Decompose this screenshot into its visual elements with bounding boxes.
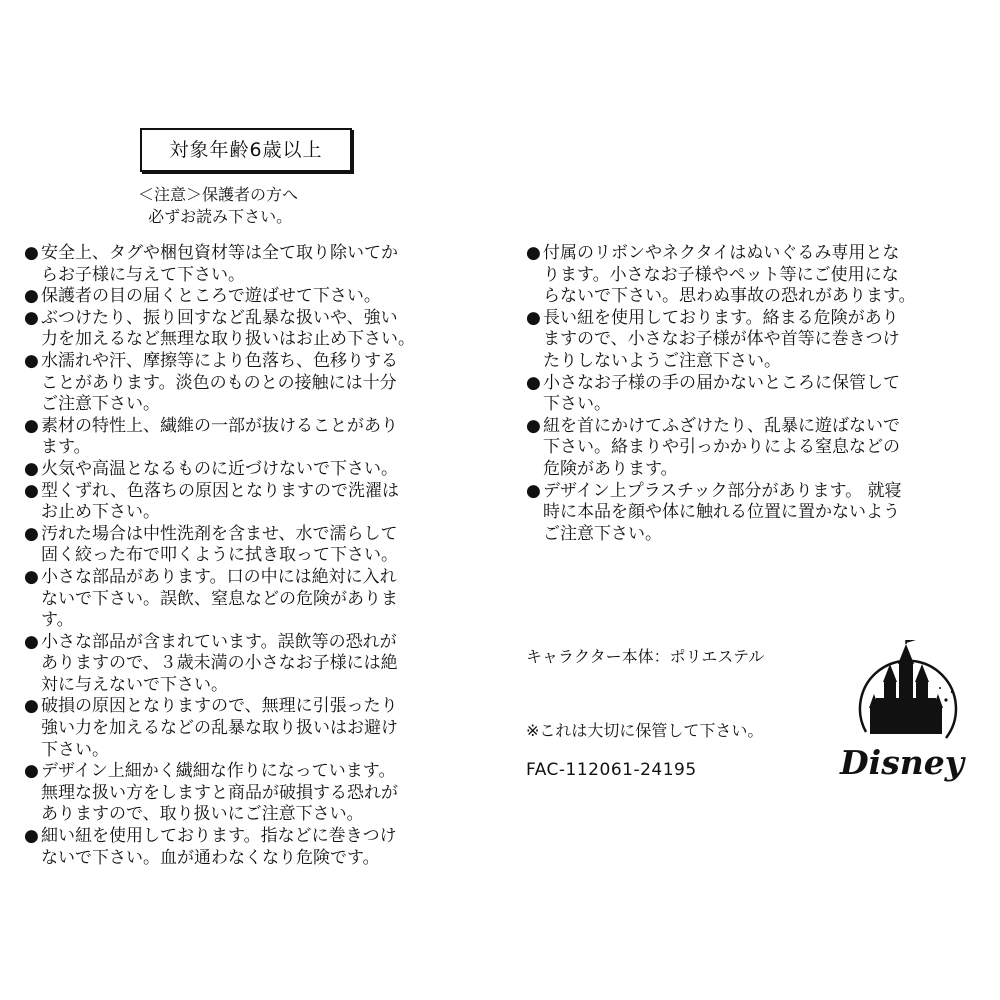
- caution-item: [24, 459, 494, 481]
- caution-item: [24, 351, 494, 416]
- bullet-icon: ●: [24, 415, 39, 436]
- caution-item: [24, 481, 494, 524]
- caution-item: [24, 243, 494, 286]
- logo-wordmark: Disney: [840, 743, 964, 782]
- caution-item: [24, 308, 494, 351]
- caution-text: 安全上、タグや梱包資材等は全て取り除いてか らお子様に与えて下さい。: [41, 243, 398, 285]
- bullet-icon: ●: [24, 761, 39, 782]
- caution-text: ぶつけたり、振り回すなど乱暴な扱いや、強い 力を加えるなど無理な取り扱いはお止め下さい。: [41, 307, 415, 350]
- caution-item: [24, 416, 494, 459]
- caution-item: [526, 243, 976, 308]
- caution-text: 付属のリボンやネクタイはぬいぐるみ専用とな ります。小さなお子様やペット等にご使用にな らないで下さい。思わぬ事故の恐れがあります。: [543, 243, 916, 307]
- bullet-icon: ●: [24, 350, 39, 371]
- material-label: キャラクター本体：ポリエステル: [526, 647, 765, 666]
- castle-icon: [860, 640, 956, 738]
- bullet-icon: ●: [24, 631, 39, 652]
- caution-text: 小さな部品が含まれています。誤飲等の恐れが ありますので、３歳未満の小さなお子様には絶 対に与えないで下さい。: [41, 631, 398, 695]
- bullet-icon: ●: [24, 566, 39, 587]
- caution-text: 型くずれ、色落ちの原因となりますので洗濯は お止め下さい。: [41, 480, 400, 523]
- caution-item: [24, 524, 494, 567]
- bullet-icon: ●: [526, 415, 541, 436]
- caution-item: [24, 286, 494, 308]
- caution-item: [526, 416, 976, 481]
- bullet-icon: ●: [526, 480, 541, 501]
- product-code: FAC-112061-24195: [526, 760, 697, 780]
- disney-logo: [836, 640, 968, 790]
- caution-item: [24, 632, 494, 697]
- bullet-icon: ●: [24, 243, 39, 263]
- notice-heading: ＜注意＞保護者の方へ: [138, 185, 299, 204]
- bullet-icon: ●: [24, 523, 39, 544]
- caution-item: [526, 373, 976, 416]
- caution-text: 素材の特性上、繊維の一部が抜けることがあり ます。: [41, 415, 398, 458]
- notice-subheading: 必ずお読み下さい。: [148, 207, 293, 226]
- caution-list-left: [24, 243, 494, 869]
- caution-text: 破損の原因となりますので、無理に引張ったり 強い力を加えるなどの乱暴な取り扱いはお避け 下さい。: [41, 696, 398, 760]
- bullet-icon: ●: [24, 826, 39, 847]
- guardian-notice: [138, 184, 298, 228]
- caution-text: デザイン上細かく繊細な作りになっています。 無理な扱い方をしますと商品が破損する恐れが ありますので、取り扱いにご注意下さい。: [41, 761, 398, 825]
- caution-text: 細い紐を使用しております。指などに巻きつけ ないで下さい。血が通わなくなり危険です。: [41, 826, 397, 868]
- bullet-icon: ●: [526, 372, 541, 393]
- caution-text: 紐を首にかけてふざけたり、乱暴に遊ばないで 下さい。絡まりや引っかかりによる窒息などの 危険があります。: [543, 415, 900, 479]
- bullet-icon: ●: [24, 307, 39, 328]
- bullet-icon: ●: [24, 458, 39, 479]
- caution-list-right: [526, 243, 976, 545]
- caution-item: [24, 696, 494, 761]
- age-rating-box: 対象年齢6歳以上: [140, 128, 352, 172]
- bullet-icon: ●: [24, 696, 39, 717]
- caution-text: 火気や高温となるものに近づけないで下さい。: [41, 458, 398, 479]
- caution-text: 保護者の目の届くところで遊ばせて下さい。: [41, 286, 381, 307]
- caution-item: [526, 481, 976, 546]
- caution-text: 小さなお子様の手の届かないところに保管して 下さい。: [543, 372, 900, 415]
- caution-text: 長い紐を使用しております。絡まる危険があり ますので、小さなお子様が体や首等に巻きつけ たりしないようご注意下さい。: [543, 307, 900, 371]
- caution-item: [24, 761, 494, 826]
- caution-text: 小さな部品があります。口の中には絶対に入れ ないで下さい。誤飲、窒息などの危険がありま す。: [41, 566, 398, 631]
- caution-item: [526, 308, 976, 373]
- bullet-icon: ●: [526, 243, 541, 263]
- keep-notice: ※これは大切に保管して下さい。: [526, 721, 764, 740]
- bullet-icon: ●: [24, 286, 39, 307]
- caution-text: デザイン上プラスチック部分があります。 就寝 時に本品を顔や体に触れる位置に置かないよう ご注意下さい。: [543, 480, 902, 544]
- caution-text: 水濡れや汗、摩擦等により色落ち、色移りする ことがあります。淡色のものとの接触には十分 ご注意下さい。: [41, 350, 398, 415]
- caution-text: 汚れた場合は中性洗剤を含ませ、水で濡らして 固く絞った布で叩くように拭き取って下さい。: [41, 523, 398, 566]
- caution-item: [24, 826, 494, 869]
- caution-item: [24, 567, 494, 632]
- bullet-icon: ●: [526, 307, 541, 328]
- bullet-icon: ●: [24, 480, 39, 501]
